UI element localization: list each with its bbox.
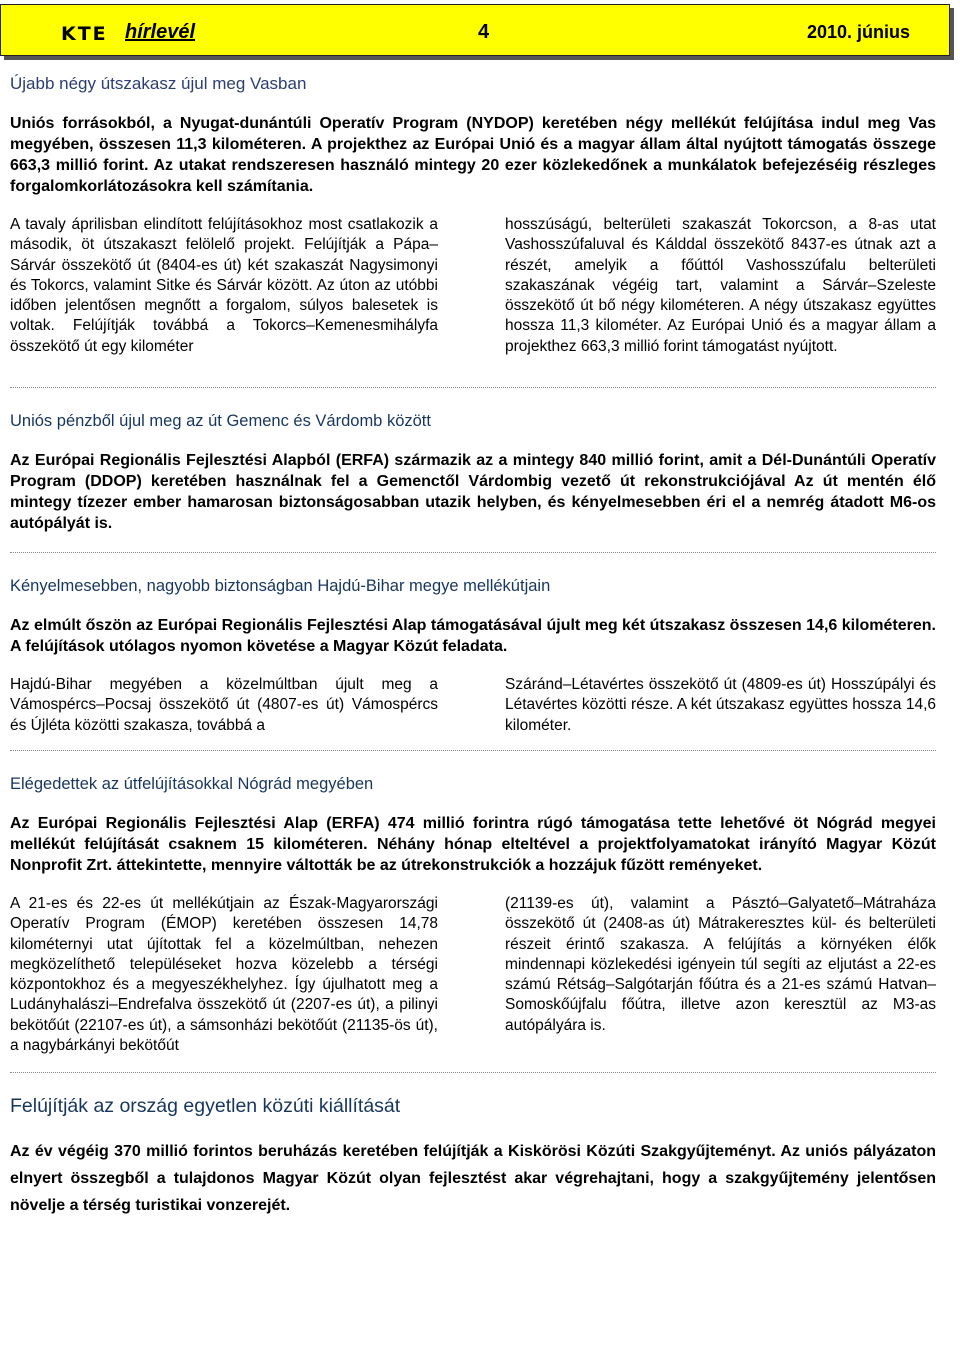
article-lead: Az Európai Regionális Fejlesztési Alap (ERFA) 474 millió forintra rúgó támogatása tette lehetővé öt Nógrád megyei mellékút felújítását csaknem 15 kilométeren. Néhány hónap elteltével a projektfolyamatokat irányító Magyar Közút Nonprofit Zrt. áttekintette, mennyire váltották be az útrekonstrukciók a hozzájuk fűzött reményeket. — [10, 814, 936, 874]
section-divider — [10, 1072, 936, 1073]
article-title: Felújítják az ország egyetlen közúti kiállítását — [10, 1095, 401, 1118]
article-lead: Az év végéig 370 millió forintos beruházás keretében felújítják a Kiskörösi Közúti Szakgyűjteményt. Az uniós pályázaton elnyert összegből a tulajdonos Magyar Közút olyan fejlesztést akar végrehajtani, hogy a szakgyűjtemény jelentősen növelje a térség turistikai vonzerejét. — [10, 1143, 936, 1215]
article-lead: Az Európai Regionális Fejlesztési Alapból (ERFA) származik az a mintegy 840 millió forint, amit a Dél-Dunántúli Operatív Program (DDOP) keretében használnak fel a Gemenctől Várdombig vezető út rekonstrukciójával Az út mentén élő mintegy tízezer ember hamarosan biztonságosabban utazik helyben, és kényelmesebben éri el a nemrég átadott M6-os autópályát is. — [10, 452, 936, 533]
section-divider — [10, 552, 936, 553]
newsletter-header — [0, 4, 950, 56]
article-column-right: (21139-es út), valamint a Pásztó–Galyatető–Mátraháza összekötő út (2408-as út) Mátrakeresztes kül- és belterületi részeit érintő szakasza. A felújítás a környéken élők mindennapi közlekedési igényein túl segíti az eljutást a 22-es számú Rétság–Salgótarján főútra és a 21-es számú Hatvan–Somoskőújfalu főútra, illetve azon keresztül az M3-as autópályára is. — [505, 894, 936, 1034]
header-kte-label: KTE — [61, 23, 108, 45]
article-column-right: hosszúságú, belterületi szakaszát Tokorcson, a 8-as utat Vashosszúfaluval és Kálddal összekötő 8437-es útnak azt a részét, amelyik a főúttól Vashosszúfalu belterületi szakaszának végéig tart, valamint a Sárvár–Szeleste összekötő út bő négy kilométeren. A négy útszakasz együttes hossza 11,3 kilométer. Az Európai Unió és a magyar állam a projekthez 663,3 millió forint támogatást nyújtott. — [505, 216, 936, 355]
article-nograd — [10, 773, 936, 1056]
article-lead: Az elmúlt őszön az Európai Regionális Fejlesztési Alap támogatásával újult meg két útszakasz összesen 14,6 kilométeren. A felújítások utólagos nyomon követése a Magyar Közút feladata. — [10, 617, 936, 656]
article-kiskoros — [10, 1095, 936, 1219]
article-columns — [10, 675, 936, 736]
article-column-right: Száránd–Létavértes összekötő út (4809-es út) Hosszúpályi és Létavértes közötti része. A két útszakasz együttes hossza 14,6 kilométer. — [505, 676, 936, 734]
article-columns — [10, 215, 936, 357]
section-divider — [10, 387, 936, 388]
article-gemenc — [10, 410, 936, 534]
article-column-left: Hajdú-Bihar megyében a közelmúltban újult meg a Vámospércs–Pocsaj összekötő út (4807-es út) Vámospércs és Újléta közötti szakasza, továbbá a — [10, 676, 438, 734]
page-content — [10, 58, 936, 1237]
article-title: Kényelmesebben, nagyobb biztonságban Hajdú-Bihar megye mellékútjain — [10, 577, 551, 596]
article-title: Uniós pénzből újul meg az út Gemenc és Várdomb között — [10, 412, 431, 431]
article-column-left: A 21-es és 22-es út mellékútjain az Észak-Magyarországi Operatív Program (ÉMOP) keretében összesen 14,78 kilométernyi utat újítottak fel a közelmúltban, nehezen megközelíthető településeket hozva közelebb a térségi központokhoz és a megyeszékhelyhez. Így újulhatott meg a Ludányhalászi–Endrefalva összekötő út (2207-es út), a pilinyi bekötőút (22107-es út), a sámsonházi bekötőút (21135-ös út), a nagybárkányi bekötőút — [10, 894, 438, 1055]
article-hajdu-bihar — [10, 575, 936, 736]
section-divider — [10, 750, 936, 751]
article-title: Elégedettek az útfelújításokkal Nógrád megyében — [10, 774, 374, 793]
page-number: 4 — [478, 21, 490, 43]
article-vas — [10, 74, 936, 357]
article-column-left: A tavaly áprilisban elindított felújításokhoz most csatlakozik a második, öt útszakaszt felölelő projekt. Felújítják a Pápa–Sárvár összekötő út (8404-es út) két szakaszát Nagysimonyi és Tokorcs, valamint Sitke és Sárvár között. Az úton az utóbbi időben jelentősen megnőtt a forgalom, súlyos balesetek is voltak. Felújítják továbbá a Tokorcs–Kemenesmihályfa összekötő út egy kilométer — [10, 216, 438, 355]
article-columns — [10, 894, 936, 1056]
header-hirlevel-label: hírlevél — [125, 21, 196, 43]
article-title: Újabb négy útszakasz újul meg Vasban — [10, 74, 307, 93]
issue-date: 2010. június — [807, 22, 911, 42]
article-lead: Uniós forrásokból, a Nyugat-dunántúli Operatív Program (NYDOP) keretében négy mellékút felújítása indul meg Vas megyében, összesen 11,3 kilométeren. A projekthez az Európai Unió és a magyar állam által nyújtott támogatás összege 663,3 millió forint. Az utakat rendszeresen használó mintegy 20 ezer közlekedőnek a munkálatok befejezéséig részleges forgalomkorlátozásokra kell számítania. — [10, 115, 936, 195]
